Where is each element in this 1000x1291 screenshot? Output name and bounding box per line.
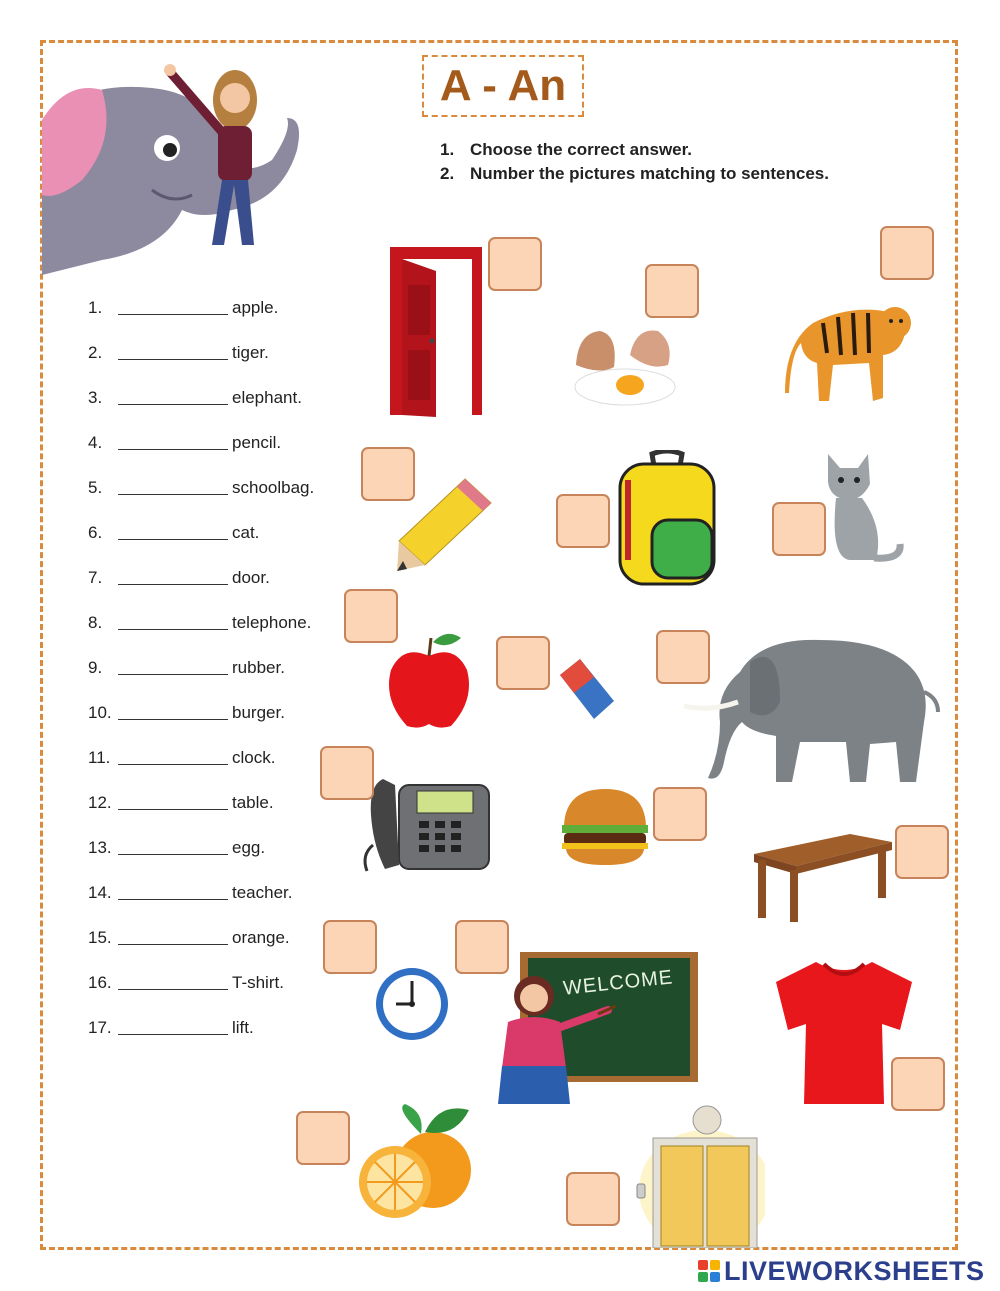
instruction-number: 1. [440, 140, 455, 159]
sentence-row [88, 973, 284, 997]
sentence-row [88, 928, 290, 952]
sentence-number: 4. [88, 433, 103, 452]
sentence-word: burger. [232, 703, 285, 722]
liveworksheets-logo-icon [698, 1260, 720, 1282]
answer-blank[interactable] [118, 658, 228, 675]
page-title: A - An [439, 61, 567, 110]
egg-picture [570, 325, 678, 410]
sentence-row [88, 523, 259, 547]
answer-blank[interactable] [118, 298, 228, 315]
sentence-word: door. [232, 568, 270, 587]
sentence-number: 17. [88, 1018, 112, 1037]
answer-box-schoolbag[interactable] [556, 494, 610, 548]
answer-box-pencil[interactable] [361, 447, 415, 501]
sentence-row [88, 703, 285, 727]
instruction-1 [440, 138, 829, 162]
answer-box-clock[interactable] [323, 920, 377, 974]
tiger-picture [783, 283, 918, 415]
sentence-row [88, 658, 285, 682]
door-picture [388, 245, 484, 420]
board-text: WELCOME [562, 966, 675, 1000]
sentence-row [88, 838, 265, 862]
answer-box-apple[interactable] [344, 589, 398, 643]
answer-blank[interactable] [118, 793, 228, 810]
sentence-number: 9. [88, 658, 103, 677]
sentence-row [88, 343, 269, 367]
answer-box-egg[interactable] [645, 264, 699, 318]
answer-box-tiger[interactable] [880, 226, 934, 280]
brand-name: LIVEWORKSHEETS [724, 1255, 985, 1286]
answer-box-table[interactable] [895, 825, 949, 879]
answer-box-telephone[interactable] [320, 746, 374, 800]
sentence-row [88, 748, 275, 772]
answer-blank[interactable] [118, 388, 228, 405]
sentence-word: teacher. [232, 883, 293, 902]
answer-box-door[interactable] [488, 237, 542, 291]
apple-picture [385, 630, 473, 732]
sentence-word: orange. [232, 928, 290, 947]
liveworksheets-brand [698, 1256, 985, 1286]
sentence-row [88, 298, 278, 322]
sentence-row [88, 1018, 254, 1042]
answer-blank[interactable] [118, 928, 228, 945]
sentence-number: 10. [88, 703, 112, 722]
telephone-picture [355, 775, 495, 877]
logo-tile-v [698, 1272, 708, 1282]
answer-blank[interactable] [118, 523, 228, 540]
sentence-word: table. [232, 793, 274, 812]
answer-blank[interactable] [118, 478, 228, 495]
sentence-word: egg. [232, 838, 266, 857]
sentence-number: 13. [88, 838, 112, 857]
sentence-row [88, 568, 270, 592]
sentence-word: cat. [232, 523, 260, 542]
answer-blank[interactable] [118, 973, 228, 990]
sentence-row [88, 388, 302, 412]
sentence-number: 6. [88, 523, 103, 542]
sentence-number: 8. [88, 613, 103, 632]
elephant-girl-illustration [42, 60, 307, 275]
answer-box-burger[interactable] [653, 787, 707, 841]
answer-blank[interactable] [118, 883, 228, 900]
answer-box-orange[interactable] [296, 1111, 350, 1165]
sentence-row [88, 433, 281, 457]
sentence-row [88, 883, 293, 907]
sentence-number: 3. [88, 388, 103, 407]
sentence-number: 15. [88, 928, 112, 947]
answer-box-elephant[interactable] [656, 630, 710, 684]
answer-blank[interactable] [118, 568, 228, 585]
lift-picture [625, 1100, 765, 1248]
answer-blank[interactable] [118, 1018, 228, 1035]
elephant-picture [680, 632, 940, 790]
answer-box-cat[interactable] [772, 502, 826, 556]
sentence-number: 7. [88, 568, 103, 587]
answer-box-rubber[interactable] [496, 636, 550, 690]
sentence-word: T-shirt. [232, 973, 284, 992]
answer-blank[interactable] [118, 343, 228, 360]
sentence-word: apple. [232, 298, 279, 317]
logo-tile-e [710, 1272, 720, 1282]
answer-blank[interactable] [118, 748, 228, 765]
sentence-word: clock. [232, 748, 276, 767]
sentence-number: 1. [88, 298, 103, 317]
sentence-number: 16. [88, 973, 112, 992]
answer-box-lift[interactable] [566, 1172, 620, 1226]
sentence-word: elephant. [232, 388, 302, 407]
clock-picture [372, 965, 452, 1043]
sentence-word: lift. [232, 1018, 254, 1037]
sentence-word: pencil. [232, 433, 282, 452]
answer-blank[interactable] [118, 838, 228, 855]
sentence-word: rubber. [232, 658, 285, 677]
rubber-picture [556, 655, 618, 725]
cat-picture [822, 448, 904, 570]
table-picture [750, 832, 895, 922]
sentence-number: 14. [88, 883, 112, 902]
orange-picture [355, 1102, 477, 1220]
answer-blank[interactable] [118, 613, 228, 630]
sentence-number: 12. [88, 793, 112, 812]
instruction-number: 2. [440, 164, 455, 183]
answer-box-tshirt[interactable] [891, 1057, 945, 1111]
answer-blank[interactable] [118, 433, 228, 450]
sentence-number: 5. [88, 478, 103, 497]
instruction-text: Choose the correct answer. [470, 140, 693, 159]
sentence-row [88, 793, 274, 817]
sentence-row [88, 613, 311, 637]
sentence-word: telephone. [232, 613, 312, 632]
schoolbag-picture [612, 450, 722, 590]
sentence-word: schoolbag. [232, 478, 315, 497]
sentence-row [88, 478, 314, 502]
instruction-2 [440, 162, 829, 186]
instruction-text: Number the pictures matching to sentences. [470, 164, 829, 183]
logo-tile-i [710, 1260, 720, 1270]
answer-box-teacher[interactable] [455, 920, 509, 974]
burger-picture [558, 785, 652, 869]
title-box [422, 55, 584, 117]
instructions [440, 138, 829, 186]
sentence-number: 11. [88, 748, 111, 767]
sentence-word: tiger. [232, 343, 269, 362]
sentence-number: 2. [88, 343, 103, 362]
answer-blank[interactable] [118, 703, 228, 720]
logo-tile-l [698, 1260, 708, 1270]
